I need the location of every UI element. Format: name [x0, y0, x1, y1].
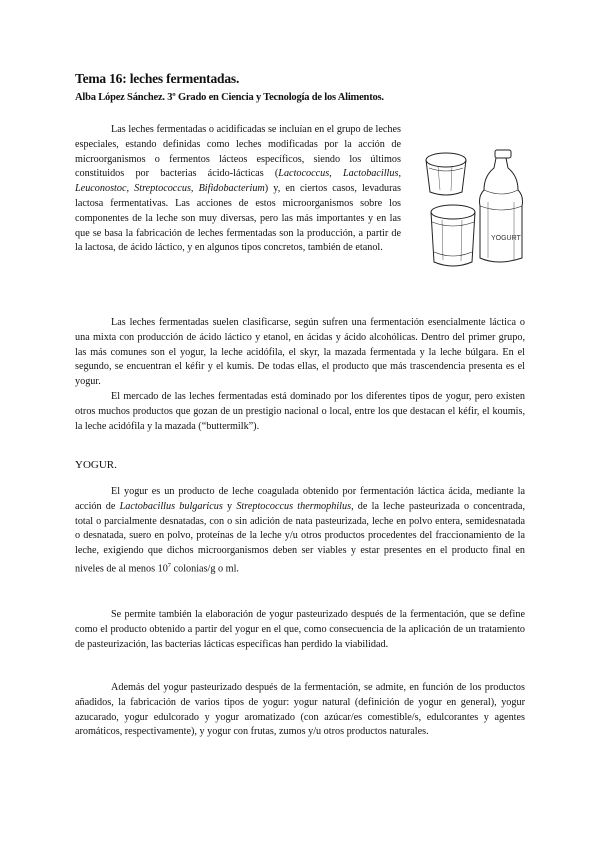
document-title: Tema 16: leches fermentadas. [75, 71, 240, 86]
paragraph-yogur-types: Además del yogur pasteurizado después de la fermentación, se admite, en función de los productos añadidos, la fabricación de varios tipos de yogur: yogur natural (definición de yogur en general), yogur azucarado, yogur edulcorado y yogur aromatizado (con azúcar/es comestible/s, edulcorantes y agentes aromáticos, respectivamente), y yogur con frutas, zumos y/u otros productos naturales. [75, 682, 525, 738]
section-heading-yogur: YOGUR. [75, 459, 117, 471]
paragraph-pasteurized-yogur: Se permite también la elaboración de yogur pasteurizado después de la fermentación, que se define como el producto obtenido a partir del yogur en el que, como consecuencia de la aplicación de un tratamiento de pasteurización, las bacterias lácticas específicas han perdido la viabilidad. [75, 609, 525, 650]
paragraph-yogur-definition: El yogur es un producto de leche coagulada obtenido por fermentación láctica ácida, mediante la acción de Lactobacillus bulgaricus y Streptococcus thermophilus, de la leche pasteurizada o concentrada, total o parcialmente desnatadas, con o sin adición de nata pasteurizada, leche en polvo entera, semidesnatada o desnatada, suero en polvo, proteínas de la leche y/u otros productos procedentes del fraccionamiento de la leche, exigiendo que dichos microorganismos deben ser viables y estar presentes en el producto final en niveles de al menos $10^7$ colonias/g o ml. [75, 486, 525, 575]
paragraph-intro: Las leches fermentadas o acidificadas se incluían en el grupo de leches especiales, estando definidas como leches modificadas por la acción de microorganismos o fermentos lácteos específicos, siendo los últimos constituidos por bacterias ácido-lácticas (Lactococcus, Lactobacillus, Leuconostoc, Streptococcus, Bifidobacterium) y, en ciertos casos, levaduras lactosa fermentativas. Las acciones de estos microorganismos sobre los componentes de la leche son muy diversas, pero las más importantes y en las que se basa la fabricación de leches fermentadas son la producción, a partir de la lactosa, de ácido láctico, y en algunos tipos concretos, también de etanol. [75, 124, 402, 254]
author-line: Alba López Sánchez. 3º Grado en Ciencia y Tecnología de los Alimentos. [75, 92, 384, 103]
paragraph-classification: Las leches fermentadas suelen clasificarse, según sufren una fermentación esencialmente láctica o una mixta con producción de ácido láctico y etanol, en ácidas y ácido alcohólicas. Dentro del primer grupo, las más comunes son el yogur, la leche acidófila, el skyr, la mazada fermentada y la leche búlgara. En el segundo, se encuentran el kéfir y el kumis. De todas ellas, el producto que más trascendencia presenta es el yogur. [75, 317, 525, 388]
fermented-milk-containers-illustration [418, 140, 528, 280]
paragraph-market: El mercado de las leches fermentadas está dominado por los diferentes tipos de yogur, pero existen otros muchos productos que gozan de un prestigio nacional o local, entre los que destacan el kéfir, el koumis, la leche acidófila y la mazada (“buttermilk”). [75, 391, 525, 432]
bottle-label: YOGURT [491, 235, 521, 242]
